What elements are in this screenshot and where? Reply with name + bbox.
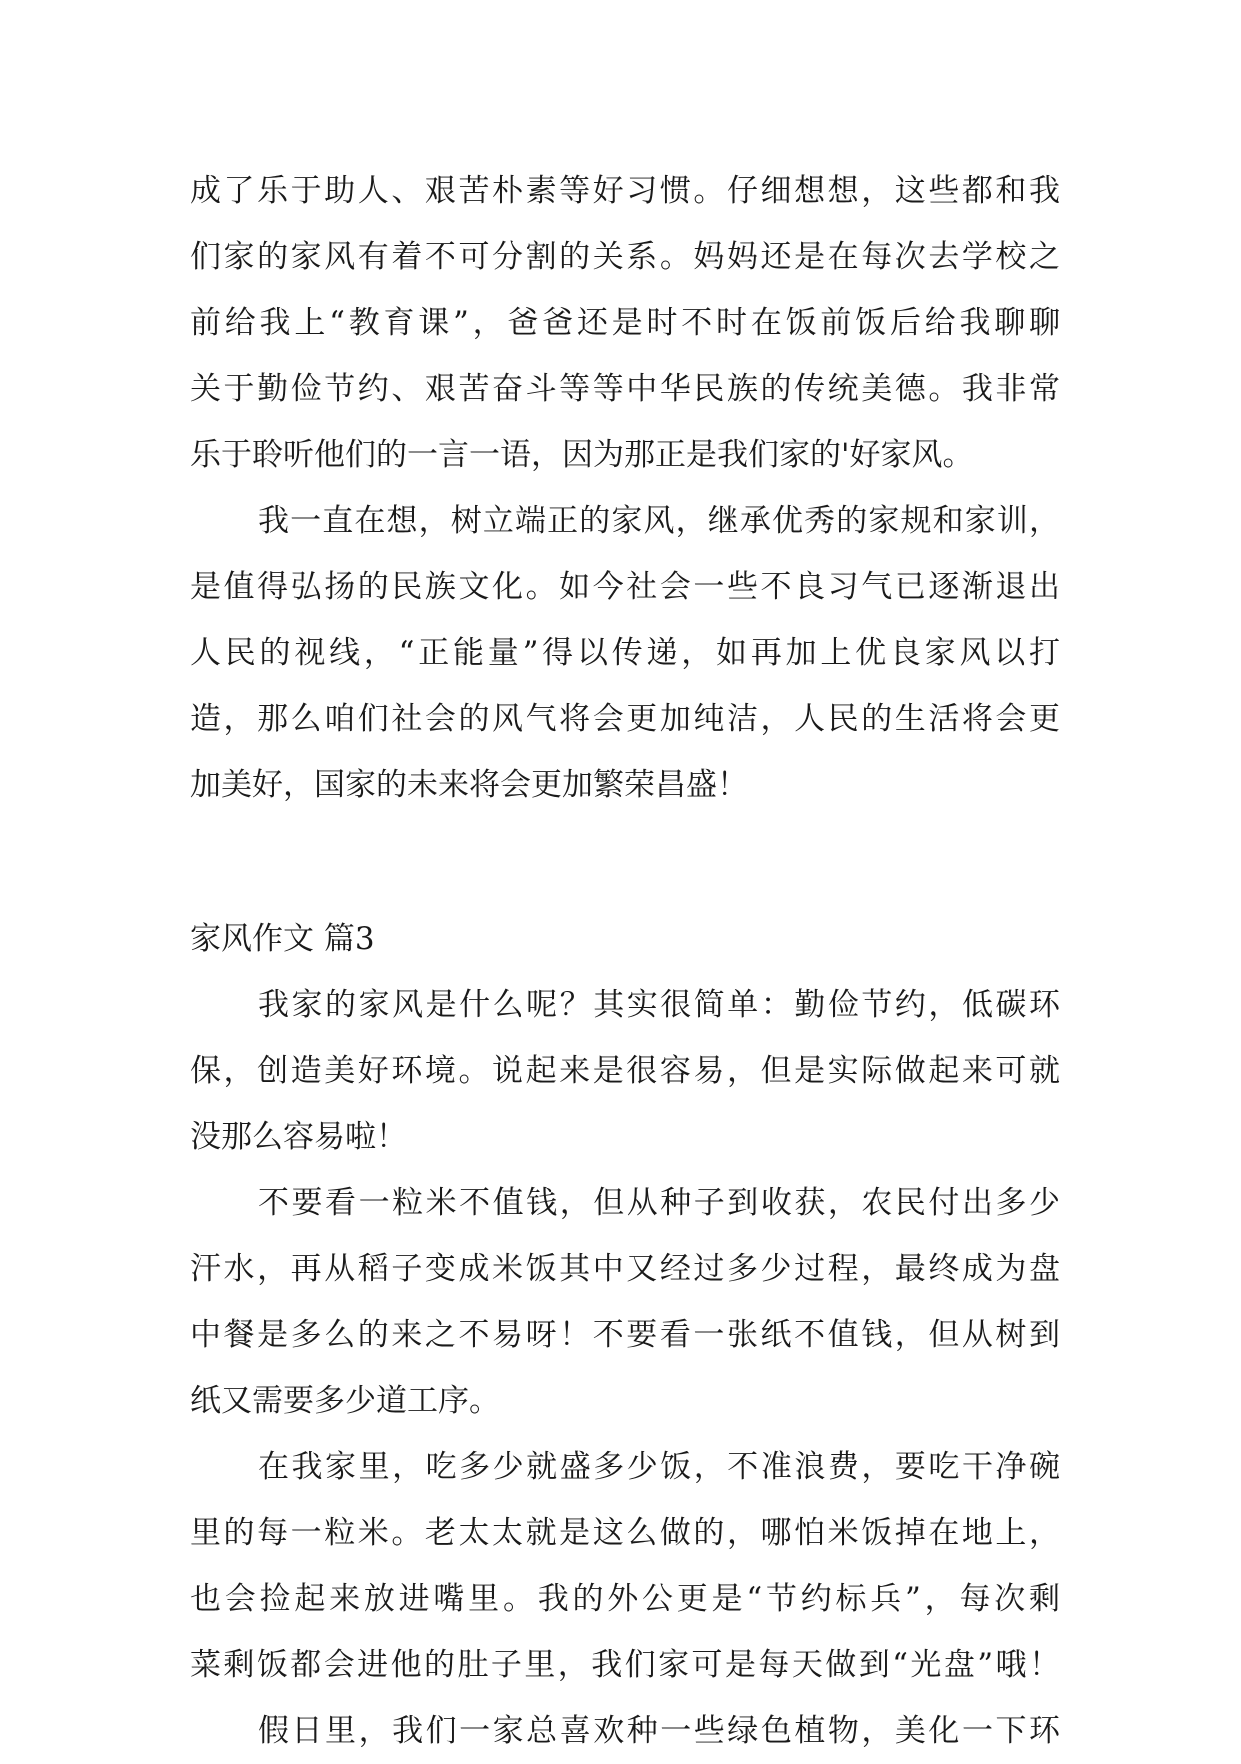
paragraph: [190, 1698, 1060, 1764]
text-line: 是值得弘扬的民族文化。如今社会一些不良习气已逐渐退出: [190, 569, 1060, 605]
paragraph: [190, 488, 1060, 818]
text-line: 我一直在想，树立端正的家风，继承优秀的家规和家训，: [258, 503, 1060, 539]
text-line: 菜剩饭都会进他的肚子里，我们家可是每天做到“光盘”哦！: [190, 1647, 1060, 1683]
paragraph: [190, 1434, 1060, 1698]
text-line: 保，创造美好环境。说起来是很容易，但是实际做起来可就: [190, 1053, 1060, 1089]
section-heading: 家风作文 篇3: [190, 921, 375, 957]
paragraph: [190, 972, 1060, 1170]
text-line: 成了乐于助人、艰苦朴素等好习惯。仔细想想，这些都和我: [190, 173, 1060, 209]
text-line: 汗水，再从稻子变成米饭其中又经过多少过程，最终成为盘: [190, 1251, 1060, 1287]
text-line: 造，那么咱们社会的风气将会更加纯洁，人民的生活将会更: [190, 701, 1060, 737]
paragraph: [190, 158, 1060, 488]
section-spacer: [190, 818, 1060, 906]
text-line: 没那么容易啦！: [190, 1119, 407, 1155]
text-line: 中餐是多么的来之不易呀！不要看一张纸不值钱，但从树到: [190, 1317, 1060, 1353]
text-line: 里的每一粒米。老太太就是这么做的，哪怕米饭掉在地上，: [190, 1515, 1060, 1551]
text-line: 在我家里，吃多少就盛多少饭，不准浪费，要吃干净碗: [258, 1449, 1060, 1485]
text-line: 我家的家风是什么呢？其实很简单：勤俭节约，低碳环: [258, 987, 1060, 1023]
text-line: 乐于聆听他们的一言一语，因为那正是我们家的'好家风。: [190, 437, 974, 473]
text-line: 假日里，我们一家总喜欢种一些绿色植物，美化一下环: [258, 1713, 1060, 1749]
text-line: 也会捡起来放进嘴里。我的外公更是“节约标兵”，每次剩: [190, 1581, 1060, 1617]
text-line: 纸又需要多少道工序。: [190, 1383, 500, 1419]
text-line: 人民的视线，“正能量”得以传递，如再加上优良家风以打: [190, 635, 1060, 671]
text-line: 前给我上“教育课”，爸爸还是时不时在饭前饭后给我聊聊: [190, 305, 1060, 341]
text-line: 关于勤俭节约、艰苦奋斗等等中华民族的传统美德。我非常: [190, 371, 1060, 407]
text-column: [190, 158, 1060, 1764]
text-line: 加美好，国家的未来将会更加繁荣昌盛！: [190, 767, 748, 803]
paragraph: [190, 1170, 1060, 1434]
text-line: 们家的家风有着不可分割的关系。妈妈还是在每次去学校之: [190, 239, 1060, 275]
text-line: 不要看一粒米不值钱，但从种子到收获，农民付出多少: [258, 1185, 1060, 1221]
